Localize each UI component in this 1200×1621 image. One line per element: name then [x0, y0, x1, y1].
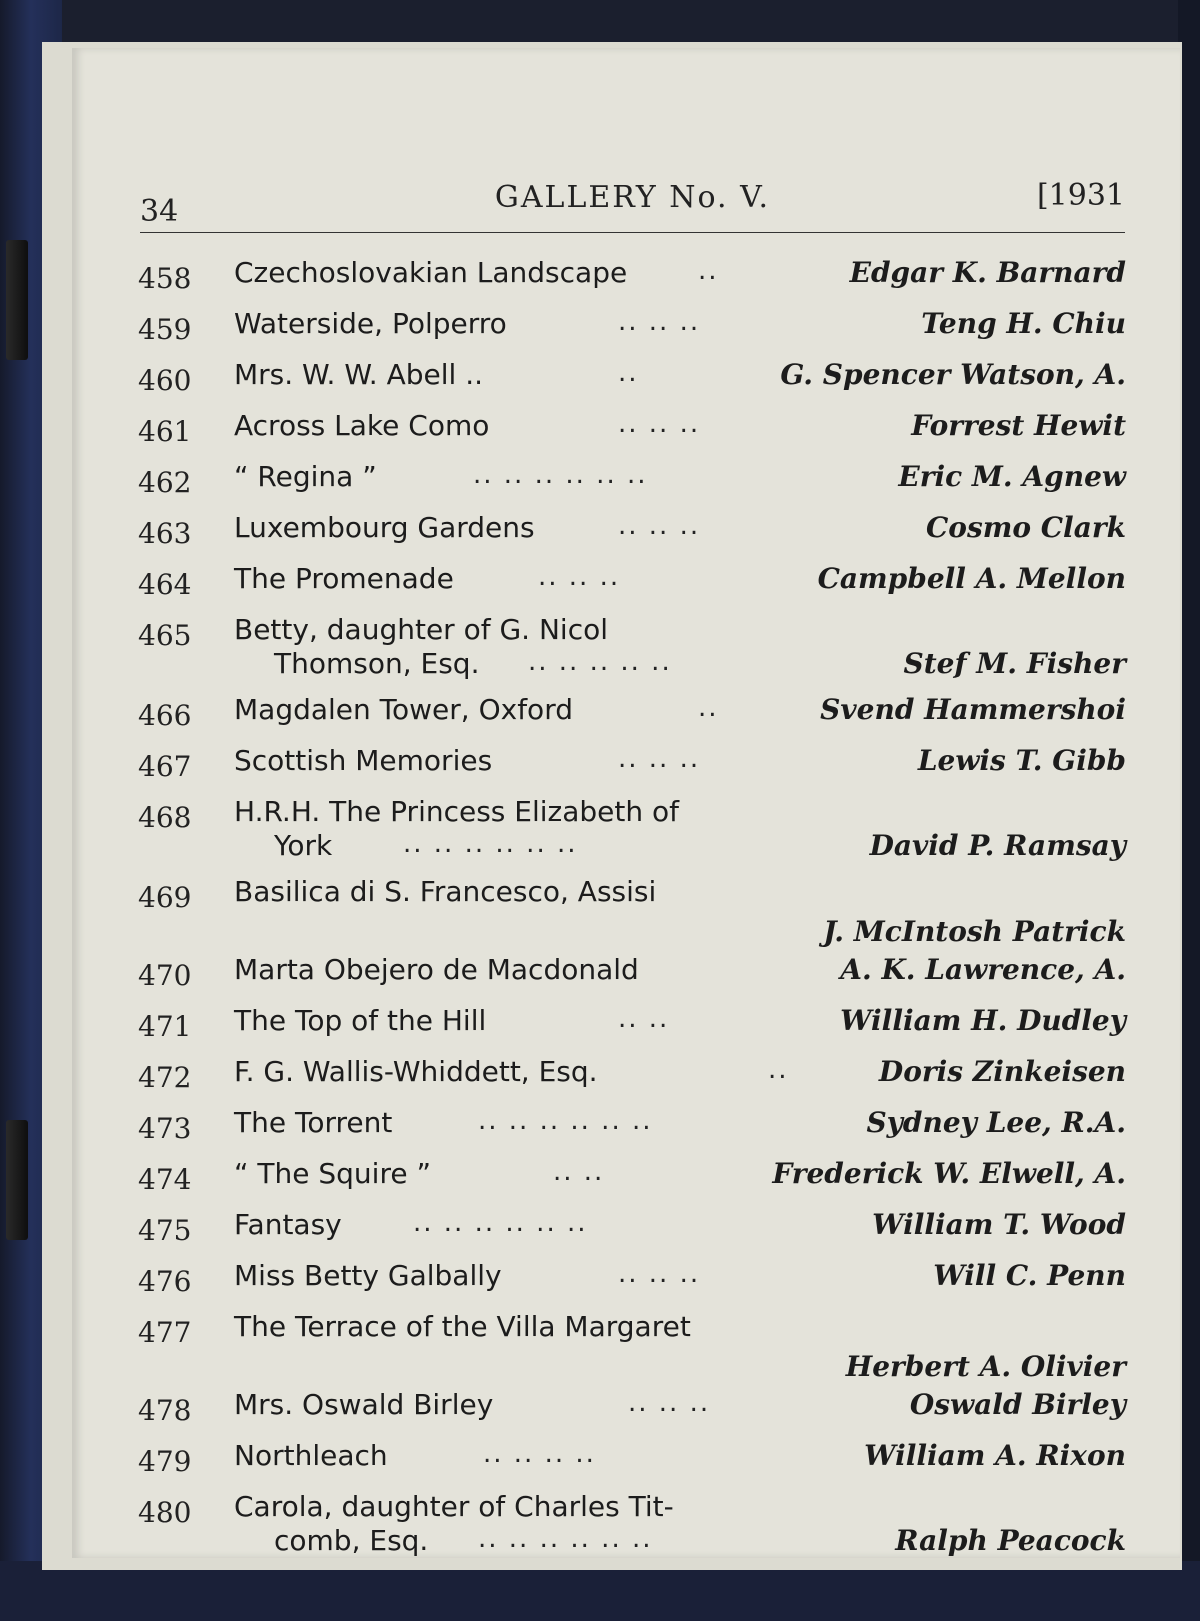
entry-title: “ Regina ”: [234, 460, 377, 493]
entry-463: [138, 511, 1126, 562]
dot-leader: .. .. .. .. .. ..: [403, 829, 578, 859]
entry-artist: Campbell A. Mellon: [817, 562, 1126, 595]
gallery-title: GALLERY No. V.: [494, 180, 771, 215]
dot-leader: ..: [698, 693, 719, 723]
entry-number: 470: [138, 959, 192, 992]
entry-477: [138, 1310, 1126, 1388]
entry-title: Betty, daughter of G. Nicol: [234, 613, 608, 646]
dot-leader: .. .. .. ..: [483, 1439, 596, 1469]
entry-artist: A. K. Lawrence, A.: [840, 953, 1126, 986]
entry-artist: William A. Rixon: [864, 1439, 1126, 1472]
entry-title: The Torrent: [234, 1106, 393, 1139]
entry-title-continued: York: [274, 829, 333, 862]
entry-artist: Sydney Lee, R.A.: [866, 1106, 1126, 1139]
entry-459: [138, 307, 1126, 358]
entry-title: Czechoslovakian Landscape: [234, 256, 628, 289]
entry-number: 465: [138, 619, 192, 652]
entry-title: Mrs. Oswald Birley: [234, 1388, 494, 1421]
entry-title-continued: comb, Esq.: [274, 1524, 429, 1557]
dot-leader: ..: [698, 256, 719, 286]
entry-artist: Svend Hammershoi: [820, 693, 1126, 726]
dot-leader: .. .. .. .. .. ..: [473, 460, 648, 490]
entry-title: Mrs. W. W. Abell ..: [234, 358, 484, 391]
dot-leader: .. ..: [553, 1157, 605, 1187]
dot-leader: .. .. ..: [628, 1388, 711, 1418]
entry-title: H.R.H. The Princess Elizabeth of: [234, 795, 680, 828]
dot-leader: .. .. ..: [618, 307, 701, 337]
entry-artist: Doris Zinkeisen: [878, 1055, 1126, 1088]
entry-460: [138, 358, 1126, 409]
binding-clip: [6, 240, 28, 360]
entry-artist: Herbert A. Olivier: [845, 1350, 1126, 1383]
year-label: [1931: [1036, 178, 1125, 213]
entry-artist: Teng H. Chiu: [921, 307, 1126, 340]
entry-artist: Stef M. Fisher: [903, 647, 1126, 680]
dot-leader: .. .. ..: [618, 511, 701, 541]
entry-number: 478: [138, 1394, 192, 1427]
dot-leader: .. .. .. .. .. ..: [478, 1524, 653, 1554]
entry-title: The Terrace of the Villa Margaret: [234, 1310, 691, 1343]
dot-leader: .. .. ..: [538, 562, 621, 592]
dot-leader: .. .. .. .. .. ..: [413, 1208, 588, 1238]
entry-471: [138, 1004, 1126, 1055]
dot-leader: ..: [768, 1055, 789, 1085]
entry-artist: Forrest Hewit: [911, 409, 1126, 442]
entry-number: 471: [138, 1010, 192, 1043]
dot-leader: ..: [618, 358, 639, 388]
entry-473: [138, 1106, 1126, 1157]
entry-title: Carola, daughter of Charles Tit-: [234, 1490, 674, 1523]
entry-number: 464: [138, 568, 192, 601]
dot-leader: .. .. .. .. ..: [528, 647, 672, 677]
entry-number: 460: [138, 364, 192, 397]
entry-number: 467: [138, 750, 192, 783]
dot-leader: .. ..: [618, 1004, 670, 1034]
entry-artist: Oswald Birley: [909, 1388, 1126, 1421]
entry-number: 463: [138, 517, 192, 550]
entry-478: [138, 1388, 1126, 1439]
entry-title: Scottish Memories: [234, 744, 493, 777]
entry-number: 468: [138, 801, 192, 834]
dot-leader: .. .. ..: [618, 1259, 701, 1289]
entry-title: Waterside, Polperro: [234, 307, 507, 340]
entry-title: Marta Obejero de Macdonald: [234, 953, 639, 986]
entry-title: Magdalen Tower, Oxford: [234, 693, 573, 726]
book-cover-bottom: [0, 1561, 1200, 1621]
entry-458: [138, 256, 1126, 307]
entry-title-continued: Thomson, Esq.: [274, 647, 480, 680]
dot-leader: .. .. ..: [618, 744, 701, 774]
entry-480: [138, 1490, 1126, 1570]
entry-title: Miss Betty Galbally: [234, 1259, 502, 1292]
entry-466: [138, 693, 1126, 744]
entry-title: Basilica di S. Francesco, Assisi: [234, 875, 657, 908]
entry-artist: Lewis T. Gibb: [917, 744, 1126, 777]
entry-number: 459: [138, 313, 192, 346]
entry-title: “ The Squire ”: [234, 1157, 431, 1190]
entry-artist: Edgar K. Barnard: [849, 256, 1126, 289]
entry-title: The Top of the Hill: [234, 1004, 487, 1037]
entry-artist: William H. Dudley: [840, 1004, 1126, 1037]
entry-475: [138, 1208, 1126, 1259]
entry-number: 477: [138, 1316, 192, 1349]
entry-464: [138, 562, 1126, 613]
entry-number: 480: [138, 1496, 192, 1529]
entry-artist: G. Spencer Watson, A.: [780, 358, 1126, 391]
entry-number: 466: [138, 699, 192, 732]
entry-artist: Cosmo Clark: [926, 511, 1126, 544]
entry-title: F. G. Wallis-Whiddett, Esq.: [234, 1055, 598, 1088]
entry-number: 473: [138, 1112, 192, 1145]
entry-artist: William T. Wood: [872, 1208, 1126, 1241]
entry-title: The Promenade: [234, 562, 454, 595]
entry-470: [138, 953, 1126, 1004]
entry-artist: Frederick W. Elwell, A.: [772, 1157, 1126, 1190]
entry-number: 479: [138, 1445, 192, 1478]
entry-artist: Will C. Penn: [933, 1259, 1126, 1292]
entry-461: [138, 409, 1126, 460]
entry-number: 469: [138, 881, 192, 914]
entry-artist: Ralph Peacock: [895, 1524, 1126, 1557]
entry-title: Northleach: [234, 1439, 388, 1472]
entry-467: [138, 744, 1126, 795]
binding-clip: [6, 1120, 28, 1240]
entry-472: [138, 1055, 1126, 1106]
entry-number: 462: [138, 466, 192, 499]
entry-number: 461: [138, 415, 192, 448]
dot-leader: .. .. .. .. .. ..: [478, 1106, 653, 1136]
entry-title: Luxembourg Gardens: [234, 511, 535, 544]
entry-469: [138, 875, 1126, 953]
entry-476: [138, 1259, 1126, 1310]
entry-number: 476: [138, 1265, 192, 1298]
entry-462: [138, 460, 1126, 511]
entry-465: [138, 613, 1126, 693]
entry-468: [138, 795, 1126, 875]
entry-artist: David P. Ramsay: [869, 829, 1126, 862]
entry-479: [138, 1439, 1126, 1490]
entry-474: [138, 1157, 1126, 1208]
entry-title: Fantasy: [234, 1208, 342, 1241]
entry-number: 458: [138, 262, 192, 295]
catalogue-entries: [138, 256, 1126, 1570]
entry-title: Across Lake Como: [234, 409, 490, 442]
dot-leader: .. .. ..: [618, 409, 701, 439]
entry-number: 474: [138, 1163, 192, 1196]
page-number: 34: [140, 194, 179, 229]
entry-artist: Eric M. Agnew: [898, 460, 1126, 493]
page-header: [140, 172, 1125, 233]
entry-number: 475: [138, 1214, 192, 1247]
entry-number: 472: [138, 1061, 192, 1094]
entry-artist: J. McIntosh Patrick: [823, 915, 1126, 948]
